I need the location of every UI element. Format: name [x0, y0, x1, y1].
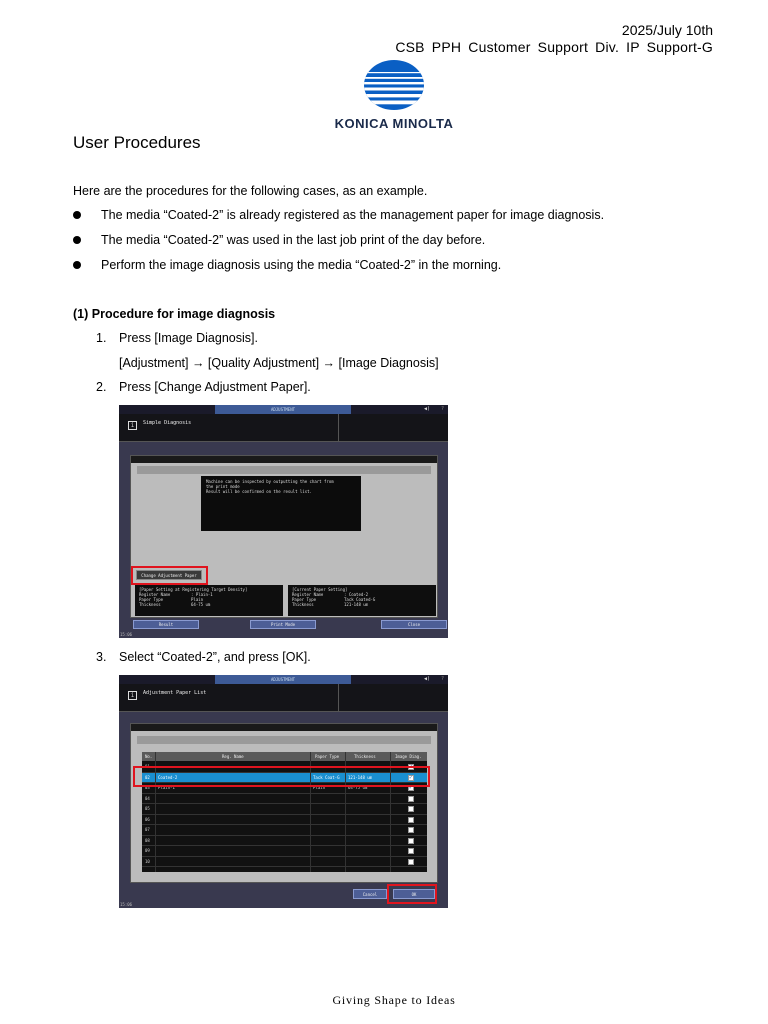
row-thickness: 121-148 um [348, 774, 373, 780]
tab-adjustment: ADJUSTMENT [215, 675, 351, 684]
section-title: (1) Procedure for image diagnosis [73, 307, 276, 321]
cancel-button[interactable]: Cancel [353, 889, 387, 899]
close-button[interactable]: Close [381, 620, 447, 629]
help-icon: ? [440, 676, 444, 682]
table-row[interactable] [142, 825, 427, 836]
instruction-message: Machine can be inspected by outputting the chart from the print mode Result will be confirmed on the result list. [201, 476, 361, 531]
row-paper-type: Tack Coat-G [313, 774, 340, 780]
help-icon: ? [440, 406, 444, 412]
status-clock: 15:06 [120, 902, 133, 907]
row-number: 08 [145, 837, 150, 843]
panel-strip [137, 466, 431, 474]
screen-title: Adjustment Paper List [143, 690, 207, 696]
screen-titlebar [119, 684, 448, 712]
divider [338, 684, 339, 712]
logo-wordmark: KONICA MINOLTA [334, 116, 454, 131]
tab-adjustment: ADJUSTMENT [215, 405, 351, 414]
row-number: 06 [145, 816, 150, 822]
row-paper-type: Plain [313, 785, 326, 790]
header-date: 2025/July 10th [621, 22, 713, 38]
row-reg-name: Coated-2 [158, 774, 178, 780]
konica-minolta-globe-icon [364, 60, 424, 110]
image-diag-checkbox[interactable] [408, 806, 414, 812]
row-number: 10 [145, 858, 150, 864]
row-thickness: 64-75 um [348, 785, 368, 790]
row-number: 09 [145, 848, 150, 853]
panel-header [131, 456, 437, 463]
image-diag-checkbox[interactable] [408, 848, 414, 854]
paper-list-panel [130, 723, 438, 883]
panel-strip [137, 736, 431, 744]
image-diag-checkbox[interactable] [408, 827, 414, 833]
page-title: User Procedures [73, 133, 201, 152]
intro-text: Here are the procedures for the following cases, as an example. [73, 184, 428, 198]
row-number: 01 [145, 764, 150, 769]
speaker-icon: ◀) [423, 676, 430, 682]
row-number: 04 [145, 795, 150, 801]
bullet-list [73, 208, 604, 283]
ok-button[interactable]: OK [393, 889, 435, 899]
table-header: No. Reg. Name Paper Type Thickness Image Diag. [142, 752, 427, 761]
table-row[interactable] [142, 804, 427, 815]
table-row[interactable] [142, 815, 427, 826]
step-2: 2. Press [Change Adjustment Paper]. [96, 380, 311, 394]
change-adjustment-paper-button[interactable]: Change Adjustment Paper [136, 570, 202, 580]
table-row[interactable] [142, 794, 427, 805]
highlight-box [133, 766, 430, 787]
step-3: 3. Select “Coated-2”, and press [OK]. [96, 650, 311, 664]
panel-header [131, 724, 437, 731]
image-diag-checkbox[interactable] [408, 796, 414, 802]
registered-paper-info: [Paper Setting at Registering Target Density] Register Name : Plain-1 Paper Type Plain Thickness 64-75 um [135, 585, 283, 616]
diagnosis-panel [130, 455, 438, 618]
row-number: 07 [145, 827, 150, 832]
bullet-icon [73, 236, 81, 244]
speaker-icon: ◀) [423, 406, 430, 412]
result-button[interactable]: Result [133, 620, 199, 629]
table-row[interactable] [142, 836, 427, 847]
list-item: The media “Coated-2” is already registered as the management paper for image diagnosis. [73, 208, 604, 233]
bullet-icon [73, 261, 81, 269]
table-row[interactable] [142, 857, 427, 868]
step-1-menu-path: [Adjustment] → [Quality Adjustment] → [Image Diagnosis] [119, 356, 439, 370]
divider [338, 414, 339, 442]
highlight-box [131, 566, 208, 585]
bullet-icon [73, 211, 81, 219]
current-paper-info: [Current Paper Setting] Register Name : Coated-2 Paper Type Tack Coated-G Thickness 121-148 um [288, 585, 436, 616]
row-number: 05 [145, 806, 150, 811]
screen-title: Simple Diagnosis [143, 420, 192, 426]
image-diag-checkbox[interactable] [408, 838, 414, 844]
list-item: Perform the image diagnosis using the media “Coated-2” in the morning. [73, 258, 604, 283]
row-reg-name: Plain-1 [158, 785, 175, 790]
step-1: 1. Press [Image Diagnosis]. [96, 331, 258, 345]
image-diag-checkbox[interactable] [408, 859, 414, 865]
table-row[interactable] [142, 846, 427, 857]
info-icon: i [128, 421, 137, 430]
row-number: 03 [145, 785, 150, 790]
header-department: CSB PPH Customer Support Div. IP Support-G [395, 39, 713, 55]
image-diag-checkbox[interactable] [408, 817, 414, 823]
footer-tagline: Giving Shape to Ideas [332, 993, 456, 1007]
row-number: 02 [145, 774, 150, 780]
screenshot-simple-diagnosis [119, 405, 448, 638]
status-clock: 15:06 [120, 632, 133, 637]
screen-titlebar [119, 414, 448, 442]
highlight-box [387, 884, 437, 904]
list-item: The media “Coated-2” was used in the last job print of the day before. [73, 233, 604, 258]
info-icon: i [128, 691, 137, 700]
print-mode-button[interactable]: Print Mode [250, 620, 316, 629]
screenshot-adjustment-paper-list [119, 675, 448, 908]
